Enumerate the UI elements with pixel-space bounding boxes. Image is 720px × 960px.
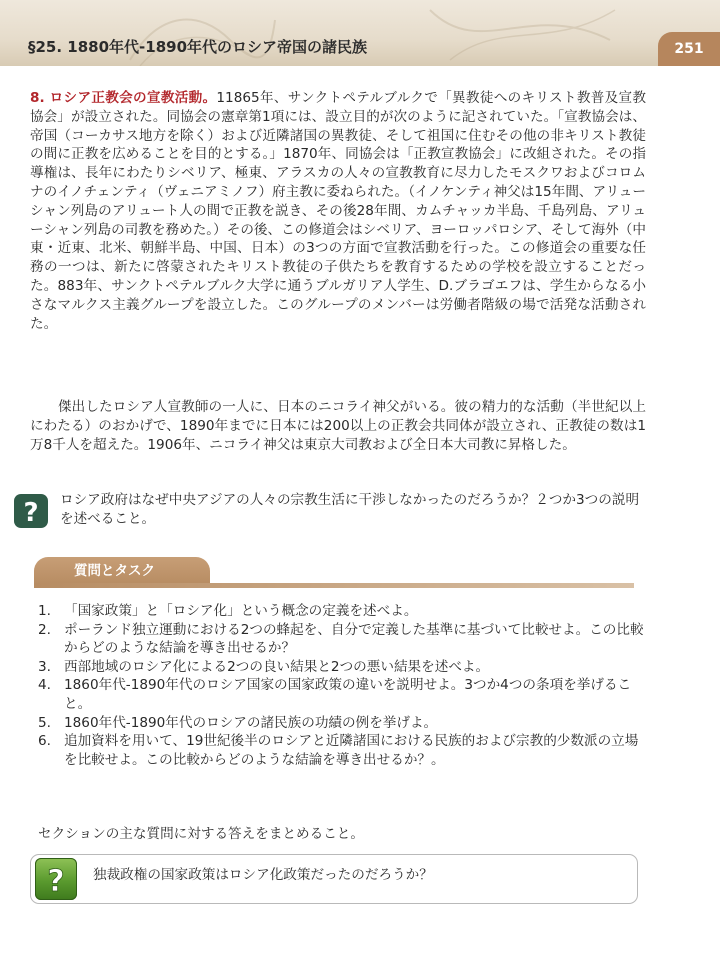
task-number: 4. [38,677,51,694]
page-header [0,0,720,66]
list-item [36,621,650,658]
question-icon [14,494,48,528]
task-text: ポーランド独立運動における2つの蜂起を、自分で定義した基準に基づいて比較せよ。この比較からどのような結論を導き出せるか？ [64,621,644,657]
section-8-paragraph-1-body: 11865年、サンクトペテルブルクで「異教徒へのキリスト教普及宣教協会」が設立された。同協会の憲章第1項には、設立目的が次のように記されていた。「宣教協会は、帝国（コーカサス地方を除く）および近隣諸国の異教徒、そして祖国に住むその他の非キリスト教徒の間に正教を広めることを目的とする。」1870年、同協会は「正教宣教協会」に改組された。その指導権は、長年にわたりシベリア、極東、アラスカの人々の宣教教育に尽力したモスクワおよびコロムナのイノチェンティ（ヴェニアミノフ）府主教に委ねられた。（イノケンティ神父は15年間、アリューシャン列島のアリュート人の間で正教を説き、その後28年間、カムチャッカ半島、千島列島、アリューシャン列島の司教を務めた。）その後、この修道会はシベリア、ヨーロッパロシア、そして海外（中東・近東、北米、朝鮮半島、中国、日本）の3つの方面で宣教活動を行った。この修道会の重要な任務の一つは、新たに啓蒙されたキリスト教徒の子供たちを教育するための学校を設立することだった。883年、サンクトペテルブルク大学に通うブルガリア人学生、D.ブラゴエフは、学生からなる小さなマルクス主義グループを設立した。このグループのメンバーは労働者階級の場で活発な活動された。 [30,90,646,332]
task-number: 1. [38,603,51,619]
task-text: 「国家政策」と「ロシア化」という概念の定義を述べよ。 [64,603,418,619]
task-number: 2. [38,621,51,638]
tasks-banner [34,557,210,585]
svg-text:?: ? [47,864,65,899]
question-prompt: ロシア政府はなぜ中央アジアの人々の宗教生活に干渉しなかったのだろうか？２つか3つの説明を述べること。 [60,492,640,527]
page-title: §25. 1880年代-1890年代のロシア帝国の諸民族 [28,38,368,56]
tasks-divider [34,583,634,588]
task-text: 1860年代-1890年代のロシアの諸民族の功績の例を挙げよ。 [64,714,438,731]
page-number: 251 [658,32,720,66]
task-number: 5. [38,714,51,731]
section-8-paragraph-1 [30,89,646,333]
final-question-box [30,854,638,904]
svg-text:?: ? [23,498,39,528]
task-list [36,602,650,769]
task-text: 1860年代-1890年代のロシア国家の国家政策の違いを説明せよ。3つか4つの条項を挙げること。 [64,677,632,712]
task-number: 3. [38,658,51,675]
list-item [36,676,650,713]
task-text: 西部地域のロシア化による2つの良い結果と2つの悪い結果を述べよ。 [64,658,490,675]
list-item [36,658,650,677]
ornament-right [420,0,620,66]
list-item [36,732,650,769]
task-number: 6. [38,733,51,750]
summary-instruction: セクションの主な質問に対する答えをまとめること。 [38,826,364,842]
tasks-title: 質問とタスク [74,563,155,579]
question-icon [35,858,77,900]
final-question: 独裁政権の国家政策はロシア化政策だったのだろうか？ [93,867,433,883]
list-item [36,714,650,733]
list-item [36,602,650,621]
section-8-paragraph-2: 傑出したロシア人宣教師の一人に、日本のニコライ神父がいる。彼の精力的な活動（半世紀以上にわたる）のおかげで、1890年までに日本には200以上の正教会共同体が設立され、正教徒の数は1万8千人を超えた。1906年、ニコライ神父は東京大司教および全日本大司教に昇格した。 [30,399,646,453]
section-8-heading: 8. ロシア正教会の宣教活動。 [30,90,217,106]
task-text: 追加資料を用いて、19世紀後半のロシアと近隣諸国における民族的および宗教的少数派の立場を比較せよ。この比較からどのような結論を導き出せるか？。 [64,733,639,768]
